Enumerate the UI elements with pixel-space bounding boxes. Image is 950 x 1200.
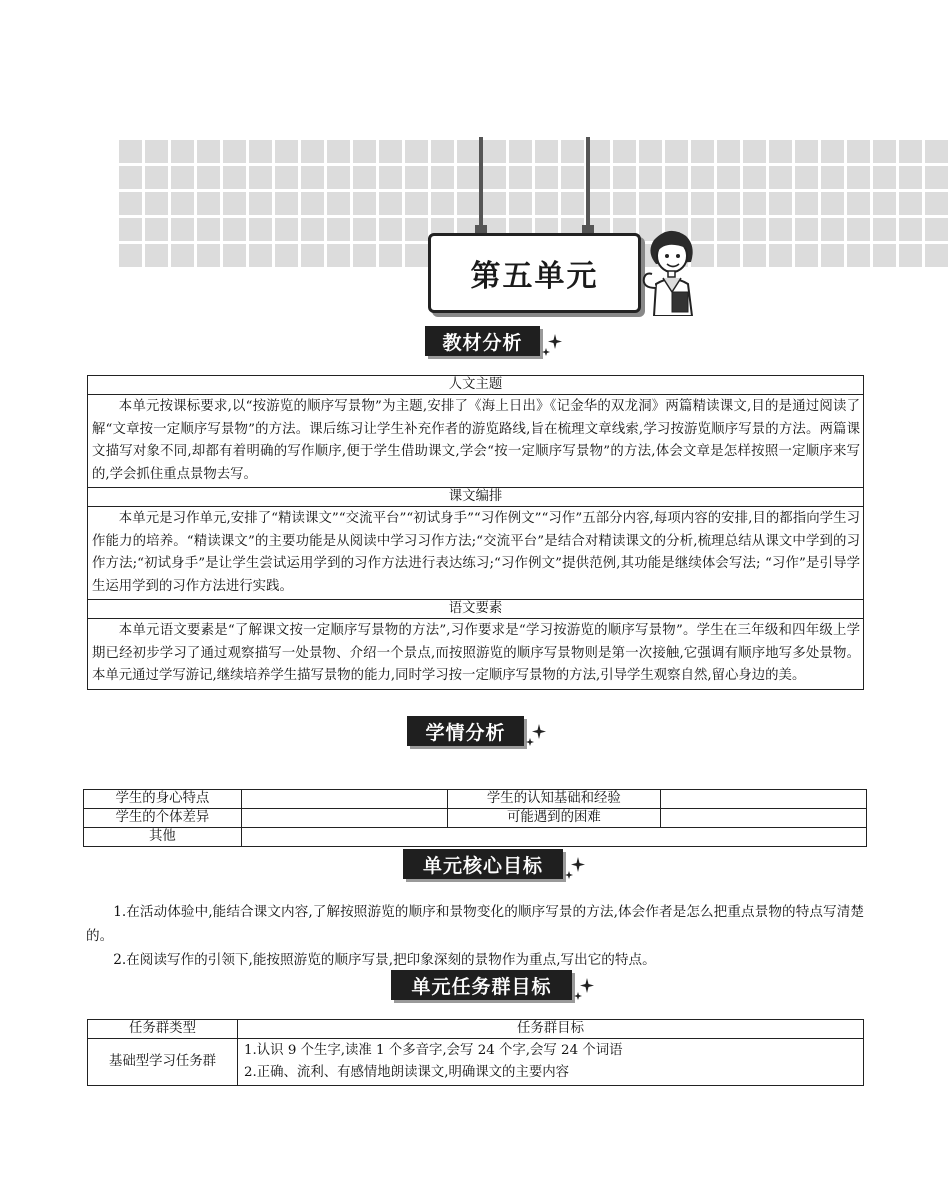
task-type-cell: 基础型学习任务群: [88, 1039, 238, 1086]
learner-analysis-table: [83, 789, 867, 847]
task-goal-item: 1.认识 9 个生字,读准 1 个多音字,会写 24 个字,会写 24 个词语: [244, 1043, 623, 1058]
literacy-elements-heading: 语文要素: [88, 600, 864, 619]
task-goals-cell: [238, 1039, 864, 1086]
sparkle-icon: [525, 722, 549, 748]
value-possible-difficulties: [661, 809, 867, 828]
core-goal-2: 2.在阅读写作的引领下,能按照游览的顺序写景,把印象深刻的景物作为重点,写出它的特点。: [113, 952, 656, 968]
value-other: [241, 828, 866, 847]
arrangement-heading: 课文编排: [88, 488, 864, 507]
table-row: [84, 809, 867, 828]
theme-heading: 人文主题: [88, 376, 864, 395]
rope-clip-right: [582, 225, 594, 233]
section-label-learner-analysis: 学情分析: [407, 716, 524, 746]
arrangement-body: 本单元是习作单元,安排了“精读课文”“交流平台”“初试身手”“习作例文”“习作”五部分内容,每项内容的安排,目的都指向学生习作能力的培养。“精读课文”的主要功能是从阅读中学习习作方法;“交流平台”是结合对精读课文的分析,梳理总结从课文中学到的习作方法;“初试身手”是让学生尝试运用学到的习作方法进行表达练习;“习作例文”提供范例,其功能是继续体会写法; “习作”是引导学生运用学到的习作方法进行实践。: [88, 507, 864, 600]
core-goal-1: 1.在活动体验中,能结合课文内容,了解按照游览的顺序和景物变化的顺序写景的方法,体会作者是怎么把重点景物的特点写清楚的。: [86, 904, 864, 944]
label-physical-mental-traits: 学生的身心特点: [84, 790, 242, 809]
table-row: [88, 1039, 864, 1086]
label-individual-differences: 学生的个体差异: [84, 809, 242, 828]
sparkle-icon: [541, 332, 565, 358]
label-other: 其他: [84, 828, 242, 847]
literacy-elements-body: 本单元语文要素是“了解课文按一定顺序写景物的方法”,习作要求是“学习按游览的顺序写景物”。学生在三年级和四年级上学期已经初步学习了通过观察描写一处景物、介绍一个景点,而按照游览的顺序写景物则是第一次接触,它强调有顺序地写多处景物。本单元通过学写游记,继续培养学生描写景物的能力,同时学习按一定顺序写景物的方法,引导学生观察自然,留心身边的美。: [88, 619, 864, 690]
column-header-task-goal: 任务群目标: [238, 1020, 864, 1039]
theme-body: 本单元按课标要求,以“按游览的顺序写景物”为主题,安排了《海上日出》《记金华的双龙洞》两篇精读课文,目的是通过阅读了解“文章按一定顺序写景物”的方法。课后练习让学生补充作者的游览路线,旨在梳理文章线索,学习按游览顺序写景的方法。两篇课文描写对象不同,却都有着明确的写作顺序,便于学生借助课文,学会“按一定顺序写景物”的方法,体会文章是怎样按照一定顺序来写的,学会抓住重点景物去写。: [88, 395, 864, 488]
teacher-mascot-icon: [636, 226, 702, 316]
value-physical-mental-traits: [241, 790, 447, 809]
task-goal-item: 2.正确、流利、有感情地朗读课文,明确课文的主要内容: [244, 1065, 570, 1080]
table-header-row: [88, 1020, 864, 1039]
label-cognitive-foundation: 学生的认知基础和经验: [447, 790, 661, 809]
task-group-table: [87, 1019, 864, 1086]
table-row: [84, 790, 867, 809]
unit-title: 第五单元: [428, 233, 641, 313]
table-row: [84, 828, 867, 847]
value-individual-differences: [241, 809, 447, 828]
section-label-textbook-analysis: 教材分析: [425, 326, 540, 356]
hanging-rope-right: [586, 137, 590, 229]
sparkle-icon: [564, 855, 588, 881]
label-possible-difficulties: 可能遇到的困难: [447, 809, 661, 828]
textbook-analysis-table: [87, 375, 864, 690]
hanging-rope-left: [479, 137, 483, 229]
rope-clip-left: [475, 225, 487, 233]
core-goals-list: [86, 900, 864, 972]
column-header-task-type: 任务群类型: [88, 1020, 238, 1039]
section-label-task-goals: 单元任务群目标: [391, 970, 572, 1000]
value-cognitive-foundation: [661, 790, 867, 809]
sparkle-icon: [573, 976, 597, 1002]
section-label-core-goals: 单元核心目标: [403, 849, 563, 879]
